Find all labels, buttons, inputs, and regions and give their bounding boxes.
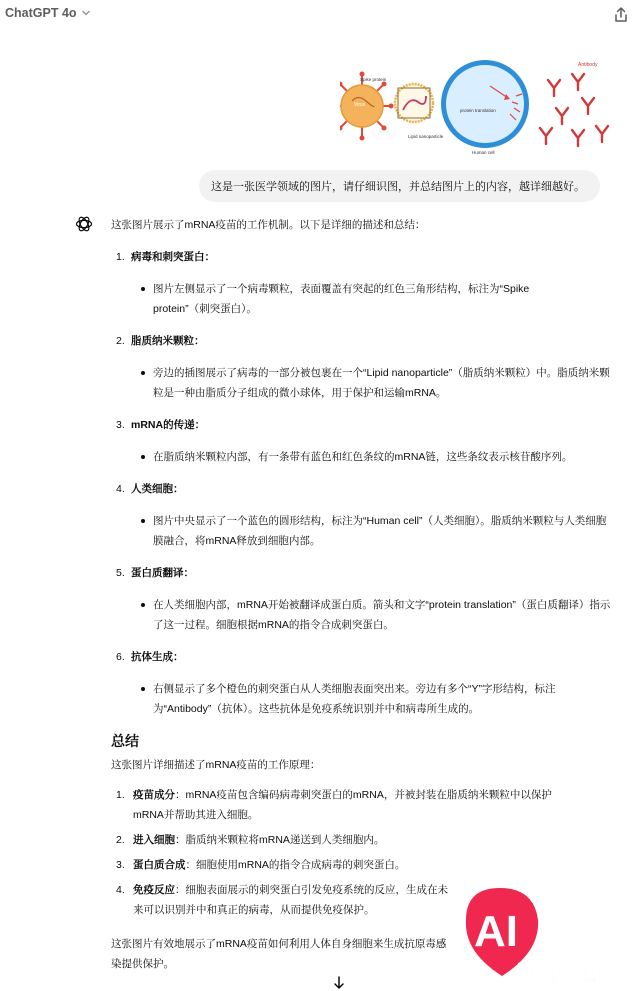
human-cell bbox=[441, 60, 529, 148]
section-title: 2. 脂质纳米颗粒： bbox=[116, 335, 205, 347]
section-bullet: 在脂质纳米颗粒内部，有一条带有蓝色和红色条纹的mRNA链，这些条纹表示核苷酸序列。 bbox=[111, 447, 611, 467]
closing-paragraph: 这张图片有效地展示了mRNA疫苗如何利用人体自身细胞来生成抗原毒感染提供保护。 bbox=[111, 938, 447, 970]
section-bullet: 在人类细胞内部，mRNA开始被翻译成蛋白质。箭头和文字“protein translation”（蛋白质翻译）指示了这一过程。细胞根据mRNA的指令合成刺突蛋白。 bbox=[111, 595, 611, 635]
model-selector[interactable] bbox=[5, 6, 91, 20]
summary-item-4: 4. 免疫反应：细胞表面展示的刺突蛋白引发免疫系统的反应，生成在未来可以识别并中和真正的病毒，从而提供免疫保护。 bbox=[116, 884, 448, 916]
section-title: 3. mRNA的传递： bbox=[116, 419, 206, 431]
label-antibody: Antibody bbox=[578, 62, 598, 68]
section-title: 6. 抗体生成： bbox=[116, 651, 184, 663]
user-message: 这是一张医学领域的图片，请仔细识图，并总结图片上的内容，越详细越好。 bbox=[199, 170, 600, 202]
section-bullet: 右侧显示了多个橙色的刺突蛋白从人类细胞表面突出来。旁边有多个“Y”字形结构，标注为“Antibody”（抗体）。这些抗体是免疫系统识别并中和病毒所生成的。 bbox=[111, 679, 611, 719]
label-virus: Virus bbox=[354, 102, 366, 108]
summary-heading: 总结 bbox=[111, 733, 139, 749]
summary-item-2: 2. 进入细胞：脂质纳米颗粒将mRNA递送到人类细胞内。 bbox=[116, 834, 385, 846]
scroll-down-arrow-icon[interactable] bbox=[331, 975, 347, 991]
watermark-logo-text: AI bbox=[474, 907, 518, 956]
section-bullet: 旁边的插图展示了病毒的一部分被包裹在一个“Lipid nanoparticle”（脂质纳米颗粒）中。脂质纳米颗粒是一种由脂质分子组成的微小球体，用于保护和运输mRNA。 bbox=[111, 363, 611, 403]
answer-section-1 bbox=[111, 247, 611, 319]
label-human-cell: Human cell bbox=[472, 150, 495, 155]
section-title: 1. 病毒和刺突蛋白： bbox=[116, 251, 215, 263]
answer-section-6 bbox=[111, 647, 611, 719]
top-bar bbox=[0, 0, 640, 30]
lipid-nanoparticle bbox=[395, 84, 433, 122]
answer-section-2 bbox=[111, 331, 611, 403]
label-protein-translation: protein translation bbox=[460, 108, 496, 113]
summary-item-3: 3. 蛋白质合成：细胞使用mRNA的指令合成病毒的刺突蛋白。 bbox=[116, 859, 406, 871]
section-title: 4. 人类细胞： bbox=[116, 483, 184, 495]
model-name: ChatGPT 4o bbox=[5, 6, 77, 20]
answer-section-3 bbox=[111, 415, 611, 467]
label-spike-protein: Spike protein bbox=[360, 77, 387, 82]
watermark-logo bbox=[460, 880, 630, 990]
share-icon[interactable] bbox=[612, 6, 630, 24]
chevron-down-icon bbox=[81, 8, 91, 18]
uploaded-medical-image[interactable] bbox=[340, 46, 612, 158]
section-bullet: 图片中央显示了一个蓝色的圆形结构，标注为“Human cell”（人类细胞）。脂质纳米颗粒与人类细胞膜融合，将mRNA释放到细胞内部。 bbox=[111, 511, 611, 551]
chatgpt-logo-icon bbox=[74, 214, 94, 234]
answer-section-5 bbox=[111, 563, 611, 635]
answer-section-4 bbox=[111, 479, 611, 551]
label-lipid-nanoparticle: Lipid nanoparticle bbox=[408, 134, 444, 139]
answer-intro: 这张图片展示了mRNA疫苗的工作机制。以下是详细的描述和总结： bbox=[111, 219, 426, 231]
watermark-caption: 视频贴吧 bbox=[516, 961, 596, 985]
section-bullet: 图片左侧显示了一个病毒颗粒，表面覆盖有突起的红色三角形结构，标注为“Spike protein”（刺突蛋白）。 bbox=[111, 279, 581, 319]
section-title: 5. 蛋白质翻译： bbox=[116, 567, 194, 579]
summary-item-1: 1. 疫苗成分：mRNA疫苗包含编码病毒刺突蛋白的mRNA，并被封装在脂质纳米颗粒中以保护mRNA并帮助其进入细胞。 bbox=[116, 789, 552, 821]
summary-intro: 这张图片详细描述了mRNA疫苗的工作原理： bbox=[111, 759, 321, 771]
assistant-message bbox=[111, 215, 611, 974]
